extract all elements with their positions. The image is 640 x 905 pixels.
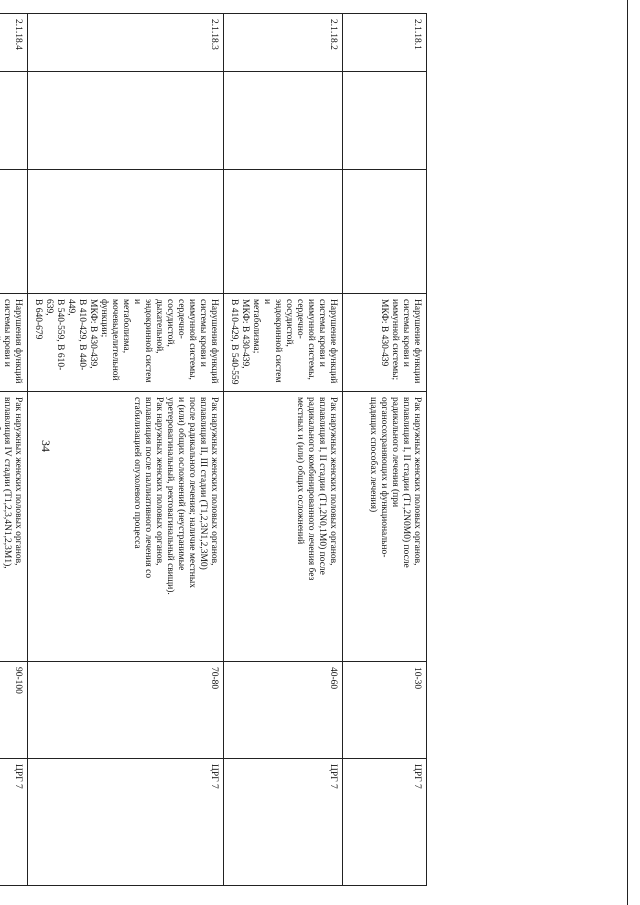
row-code-cell: 2.1.18.4 (0, 14, 28, 72)
table-row (0, 14, 28, 886)
row-code-cell: 2.1.18.2 (224, 14, 343, 72)
empty-cell (343, 170, 427, 294)
table-row (224, 14, 343, 886)
page-number: 34 (39, 440, 53, 452)
empty-cell (224, 170, 343, 294)
group-cell: ЦРГ 7 (224, 759, 343, 886)
group-cell: ЦРГ 7 (28, 759, 224, 886)
disability-criteria-table (0, 13, 427, 886)
empty-cell (343, 72, 427, 170)
impairment-cell: Нарушение функции системы крови и иммунной системы; МКФ: В 430-439 (343, 294, 427, 392)
range-cell: 10-30 (343, 662, 427, 759)
description-cell: Рак наружных женских половых органов, вплавлиция II, III стадии (T1,2,3N1,2,3M0) после радикального лечения; наличие местных и (или) общих осложнений (неустранимые уретеровагинальный, ректовагинальный свищи). Рак наружных женских половых органов, вплавлиция после паллиативного лечения со стабилизацией опухолевого процесса (28, 392, 224, 662)
range-cell: 90-100 (0, 662, 28, 759)
description-cell: Рак наружных женских половых органов, вплавлиция I, II стадии (T1,2N0M0) после радикального лечения (при органосохраняющих и функционально- щадящих способах лечения) (343, 392, 427, 662)
range-cell: 40-60 (224, 662, 343, 759)
empty-cell (224, 72, 343, 170)
range-cell: 70-80 (28, 662, 224, 759)
group-cell: ЦРГ 7 (343, 759, 427, 886)
row-code-cell: 2.1.18.3 (28, 14, 224, 72)
table-row (343, 14, 427, 886)
page-edge-line (627, 0, 628, 905)
empty-cell (0, 170, 28, 294)
description-cell: Рак наружных женских половых органов, вплавлиция I, II стадии (T1,2N0,1M0) после радикального комбинированного лечения без местных и (или) общих осложнений (224, 392, 343, 662)
empty-cell (0, 72, 28, 170)
table-row (28, 14, 224, 886)
row-code-cell: 2.1.18.1 (343, 14, 427, 72)
empty-cell (28, 72, 224, 170)
empty-cell (28, 170, 224, 294)
group-cell: ЦРГ 7 (0, 759, 28, 886)
impairment-cell: Нарушения функций системы крови и иммунной системы, сердечно-сосудистой, дыхательной, эндокринной систем и метаболизма, мочевыделительной функции; МКФ: В 430-439, В 410-429, В 440-449, В 540-559, В 610-639, В 640-679 (28, 294, 224, 392)
description-cell: Рак наружных женских половых органов, вплавлиция IV стадии (T1,2,3,4N1,2,3M1), (0, 392, 28, 662)
impairment-cell: Нарушение функций системы крови и иммунной системы, сердечно-сосудистой, эндокринной систем и метаболизма; МКФ: В 430-439, В 410-429, В 540-559 (224, 294, 343, 392)
table-container (2, 13, 427, 885)
impairment-cell: Нарушения функций системы крови и (0, 294, 28, 392)
